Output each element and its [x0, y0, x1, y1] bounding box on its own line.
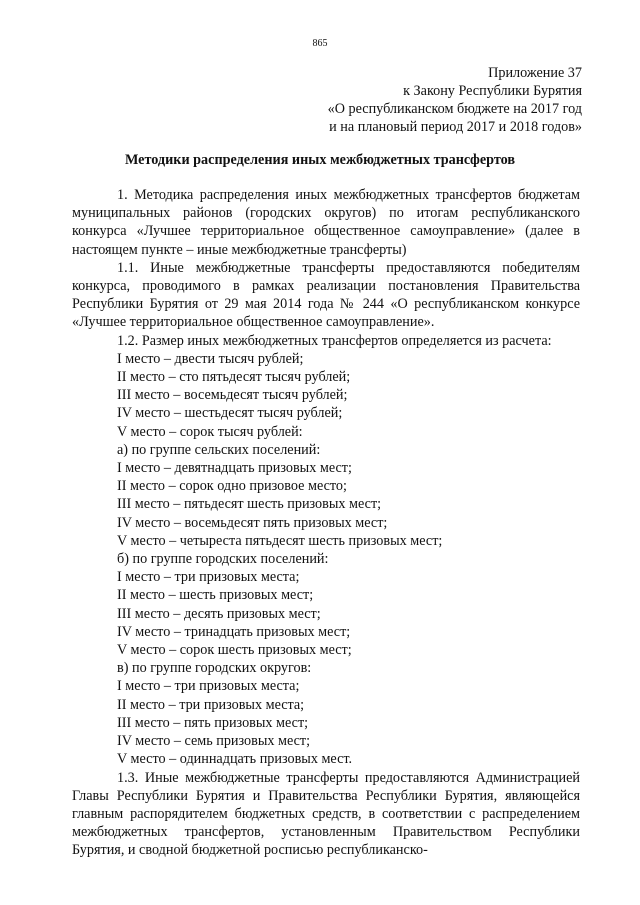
amount-item: IV место – шестьдесят тысяч рублей; [117, 405, 343, 422]
urban-heading: б) по группе городских поселений: [117, 551, 329, 568]
rural-item: I место – девятнадцать призовых мест; [117, 460, 352, 477]
urban-item: II место – шесть призовых мест; [117, 587, 314, 604]
districts-item: V место – одиннадцать призовых мест. [117, 751, 353, 768]
rural-item: III место – пятьдесят шесть призовых мест; [117, 496, 382, 513]
appendix-line: к Закону Республики Бурятия [403, 83, 582, 99]
rural-item: V место – четыреста пятьдесят шесть призовых мест; [117, 532, 443, 549]
rural-item: IV место – восемьдесят пять призовых мест; [117, 514, 388, 531]
urban-item: I место – три призовых места; [117, 569, 300, 586]
appendix-line: Приложение 37 [488, 65, 582, 81]
amount-item: II место – сто пятьдесят тысяч рублей; [117, 369, 351, 386]
districts-item: II место – три призовых места; [117, 696, 305, 713]
appendix-line: и на плановый период 2017 и 2018 годов» [329, 119, 582, 135]
districts-item: IV место – семь призовых мест; [117, 733, 311, 750]
amount-item: III место – восемьдесят тысяч рублей; [117, 387, 348, 404]
document-body [72, 186, 580, 860]
urban-item: V место – сорок шесть призовых мест; [117, 642, 352, 659]
paragraph-1: 1. Методика распределения иных межбюджетных трансфертов бюджетам муниципальных районов (городских округов) по итогам республиканского конкурса «Лучшее территориальное общественное самоуправление» (далее в настоящем пункте – иные межбюджетные трансферты) [72, 187, 580, 258]
amount-item: I место – двести тысяч рублей; [117, 350, 304, 367]
document-title: Методики распределения иных межбюджетных трансфертов [124, 152, 516, 168]
appendix-line: «О республиканском бюджете на 2017 год [327, 101, 582, 117]
districts-item: III место – пять призовых мест; [117, 714, 309, 731]
appendix-header [328, 64, 582, 136]
rural-item: II место – сорок одно призовое место; [117, 478, 347, 495]
paragraph-1-3: 1.3. Иные межбюджетные трансферты предоставляются Администрацией Главы Республики Бурятия и Правительства Республики Бурятия, являющейся главным распорядителем бюджетных средств, в соответствии с распределением межбюджетных трансфертов, установленным Правительством Республики Бурятия, и сводной бюджетной росписью республиканско- [72, 769, 580, 859]
districts-heading: в) по группе городских округов: [117, 660, 312, 677]
districts-item: I место – три призовых места; [117, 678, 300, 695]
paragraph-1-2: 1.2. Размер иных межбюджетных трансфертов определяется из расчета: [117, 332, 552, 349]
paragraph-1-1: 1.1. Иные межбюджетные трансферты предоставляются победителям конкурса, проводимого в рамках реализации постановления Правительства Республики Бурятия от 29 мая 2014 года № 244 «О республиканском конкурсе «Лучшее территориальное общественное самоуправление». [72, 259, 580, 331]
rural-heading: а) по группе сельских поселений: [117, 441, 321, 458]
urban-item: III место – десять призовых мест; [117, 605, 321, 622]
urban-item: IV место – тринадцать призовых мест; [117, 623, 351, 640]
page-number: 865 [312, 38, 328, 49]
amount-item: V место – сорок тысяч рублей: [117, 423, 303, 440]
